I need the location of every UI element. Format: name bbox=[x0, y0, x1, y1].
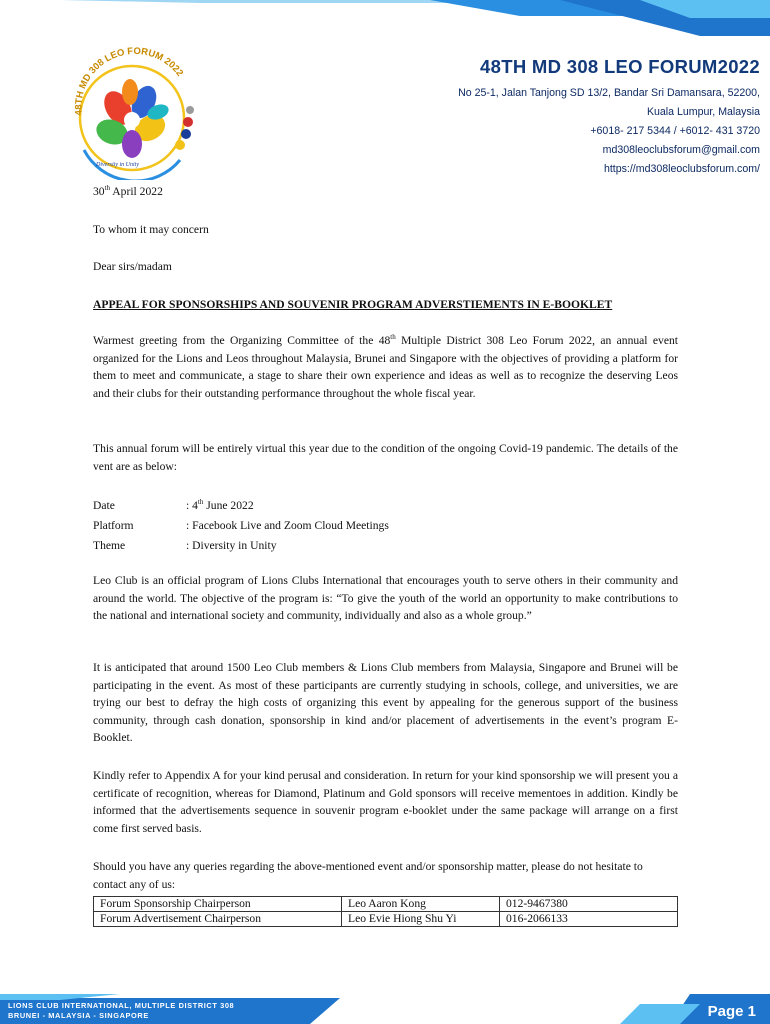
paragraph-leo-club: Leo Club is an official program of Lions Clubs International that encourages youth to serve others in their community and around the world. The objective of the program is: “To give the youth of the world an opportunity to make contributions to the national and international society and community, individually and also as a whole group.” bbox=[93, 574, 678, 622]
contact-phone: 012-9467380 bbox=[500, 897, 678, 912]
contact-role: Forum Advertisement Chairperson bbox=[94, 912, 342, 927]
contact-table bbox=[93, 896, 678, 927]
header-decoration bbox=[0, 0, 770, 40]
paragraph-queries: Should you have any queries regarding the above-mentioned event and/or sponsorship matter, please do not hesitate to contact any of us: bbox=[93, 860, 643, 891]
phone-numbers: +6018- 217 5344 / +6012- 431 3720 bbox=[590, 125, 760, 137]
address-line-1: No 25-1, Jalan Tanjong SD 13/2, Bandar Sri Damansara, 52200, bbox=[458, 87, 760, 99]
forum-title: 48TH MD 308 LEO FORUM2022 bbox=[480, 56, 760, 77]
contact-name: Leo Evie Hiong Shu Yi bbox=[342, 912, 500, 927]
contact-phone: 016-2066133 bbox=[500, 912, 678, 927]
table-row bbox=[94, 912, 678, 927]
detail-row-theme: Theme : Diversity in Unity bbox=[93, 539, 277, 552]
event-details bbox=[93, 496, 389, 556]
letterhead bbox=[400, 56, 760, 179]
page-number: Page 1 bbox=[707, 1003, 756, 1020]
letter-date: 30th April 2022 bbox=[93, 184, 163, 198]
address-line-2: Kuala Lumpur, Malaysia bbox=[646, 106, 760, 118]
paragraph-appendix: Kindly refer to Appendix A for your kind perusal and consideration. In return for your kind sponsorship we will present you a certificate of recognition, whereas for Diamond, Platinum and Gold sponsors will receive mementoes in addition. Kindly be informed that the advertisements sequence in souvenir program e-booklet under the same package will arrange on a first come first served basis. bbox=[93, 769, 678, 835]
forum-logo bbox=[62, 40, 202, 180]
contact-name: Leo Aaron Kong bbox=[342, 897, 500, 912]
contact-role: Forum Sponsorship Chairperson bbox=[94, 897, 342, 912]
paragraph-participants: It is anticipated that around 1500 Leo Club members & Lions Club members from Malaysia, Singapore and Brunei will be participating in the event. As most of these participants are currently studying in schools, college, and universities, we are trying our best to defray the high costs of organizing this event by appealing for the generous support of the business community, through cash donation, sponsorship in kind and/or placement of advertisements in the event’s program E-Booklet. bbox=[93, 661, 678, 744]
salutation: Dear sirs/madam bbox=[93, 260, 172, 273]
detail-row-date: Date : 4th June 2022 bbox=[93, 498, 254, 512]
paragraph-intro: Warmest greeting from the Organizing Committee of the 48th Multiple District 308 Leo Forum 2022, an annual event organized for the Lions and Leos throughout Malaysia, Brunei and Singapore with the objectives of providing a platform for them to meet and communicate, a stage to share their own experience and ideas as well as to recognize the deserving Leos and their clubs for their outstanding performance throughout the whole fiscal year. bbox=[93, 333, 678, 400]
email-address[interactable]: md308leoclubsforum@gmail.com bbox=[602, 144, 760, 156]
footer-organization: LIONS CLUB INTERNATIONAL, MULTIPLE DISTRICT 308 BRUNEI - MALAYSIA - SINGAPORE bbox=[8, 1001, 235, 1020]
logo-bottom-text: Diversity in Unity bbox=[96, 162, 139, 168]
subject-heading: APPEAL FOR SPONSORSHIPS AND SOUVENIR PROGRAM ADVERSTIEMENTS IN E-BOOKLET bbox=[93, 298, 613, 311]
table-row bbox=[94, 897, 678, 912]
footer-band bbox=[0, 994, 770, 1024]
logo-arc-text: 48TH MD 308 LEO FORUM 2022 bbox=[73, 45, 186, 116]
paragraph-virtual: This annual forum will be entirely virtual this year due to the condition of the ongoing Covid-19 pandemic. The details of the vent are as below: bbox=[93, 442, 678, 473]
website-link[interactable]: https://md308leoclubsforum.com/ bbox=[603, 163, 760, 175]
detail-row-platform: Platform : Facebook Live and Zoom Cloud Meetings bbox=[93, 519, 389, 532]
recipient: To whom it may concern bbox=[93, 223, 209, 236]
